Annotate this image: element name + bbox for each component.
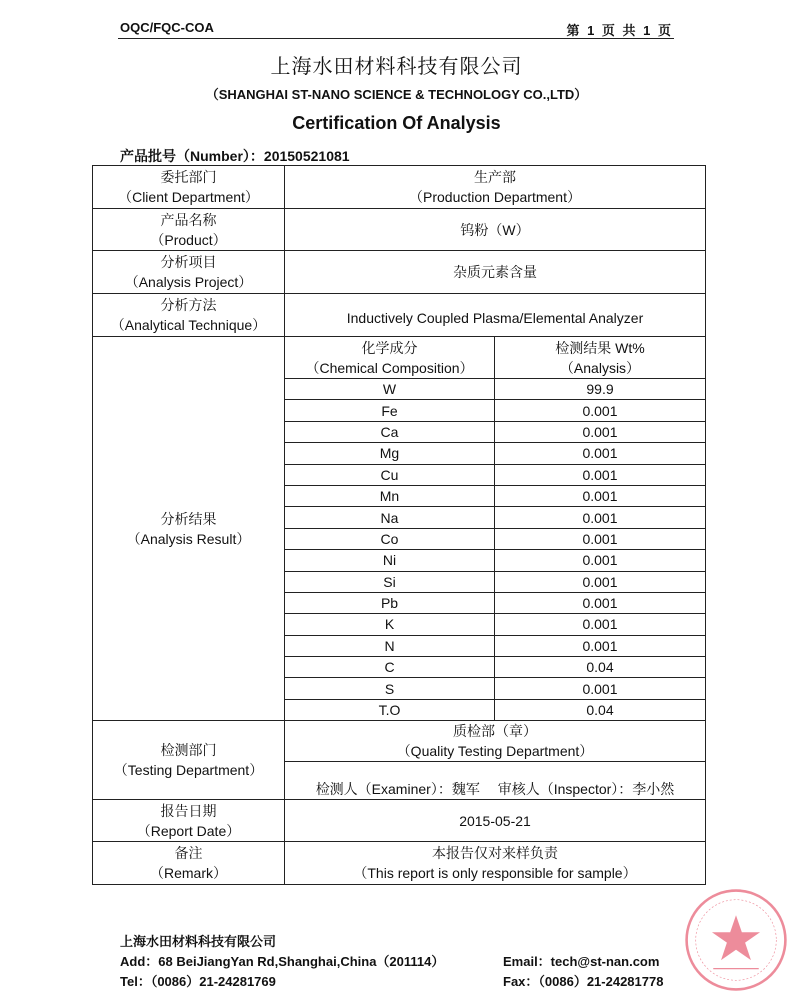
label-en: （Client Department）	[118, 189, 259, 205]
batch-label: 产品批号（Number）：	[120, 148, 264, 164]
value-cn: 质检部（章）	[453, 723, 537, 740]
element-name: Ni	[285, 550, 495, 571]
element-name: K	[285, 614, 495, 635]
element-value: 0.001	[495, 592, 706, 613]
element-name: C	[285, 657, 495, 678]
element-value: 0.001	[495, 678, 706, 699]
footer-right	[503, 952, 663, 992]
footer-address: Add：68 BeiJiangYan Rd,Shanghai,China（201114）	[120, 954, 445, 969]
row-analysis-project	[93, 251, 706, 294]
element-name: Fe	[285, 400, 495, 421]
row-result-header	[93, 337, 706, 379]
row-technique	[93, 294, 706, 337]
element-value: 0.04	[495, 657, 706, 678]
value-en: （Quality Testing Department）	[396, 743, 594, 760]
element-value: 0.001	[495, 528, 706, 549]
header-divider	[118, 38, 674, 39]
value-en: （Production Department）	[409, 189, 581, 205]
element-value: 0.001	[495, 635, 706, 656]
label-cell	[93, 251, 285, 294]
value-cell: 钨粉（W）	[285, 209, 706, 251]
label-cn: 检测部门	[160, 742, 217, 759]
column-header-analysis	[495, 337, 706, 379]
footer-email: Email：tech@st-nan.com	[503, 954, 660, 969]
column-header-composition	[285, 337, 495, 379]
row-remark	[93, 842, 706, 885]
label-cell	[93, 721, 285, 800]
label-cell	[93, 294, 285, 337]
element-name: Si	[285, 571, 495, 592]
element-value: 0.001	[495, 571, 706, 592]
element-name: S	[285, 678, 495, 699]
star-icon	[712, 915, 760, 960]
header-en: （Chemical Composition）	[305, 359, 474, 376]
element-name: Mn	[285, 485, 495, 506]
batch-value: 20150521081	[263, 148, 350, 164]
value-en: （This report is only responsible for sample）	[353, 865, 637, 882]
stamp-inner-ring	[696, 900, 777, 981]
footer-left	[120, 932, 444, 992]
label-cell	[93, 209, 285, 251]
element-value: 0.001	[495, 614, 706, 635]
value-cell	[285, 721, 706, 762]
value-cell	[285, 842, 706, 885]
label-en: （Analytical Technique）	[110, 317, 267, 333]
signatures: 检测人（Examiner）：魏军 审核人（Inspector）：李小然	[285, 762, 706, 800]
label-cell	[93, 166, 285, 209]
footer-fax: Fax：（0086）21-24281778	[503, 974, 664, 989]
element-value: 0.001	[495, 443, 706, 464]
label-cn: 报告日期	[160, 802, 217, 819]
element-name: Pb	[285, 592, 495, 613]
quality-seal-stamp	[684, 888, 788, 992]
header-en: （Analysis）	[559, 359, 641, 376]
value-cell	[285, 166, 706, 209]
value-cell: 杂质元素含量	[285, 251, 706, 294]
value-cn: 本报告仅对来样负责	[432, 845, 558, 862]
label-en: （Analysis Project）	[124, 274, 253, 290]
label-en: （Report Date）	[136, 822, 241, 839]
element-name: N	[285, 635, 495, 656]
label-cell	[93, 337, 285, 721]
label-cn: 分析方法	[160, 297, 217, 313]
page-number: 第 1 页 共 1 页	[566, 23, 673, 38]
element-value: 0.001	[495, 421, 706, 442]
label-cell	[93, 842, 285, 885]
document-code: OQC/FQC-COA	[120, 20, 214, 35]
element-name: T.O	[285, 699, 495, 720]
label-cn: 分析项目	[160, 254, 217, 270]
element-name: W	[285, 379, 495, 400]
label-cell	[93, 800, 285, 842]
value-cell: 2015-05-21	[285, 800, 706, 842]
header-cn: 化学成分	[361, 339, 418, 356]
element-name: Na	[285, 507, 495, 528]
document-title: Certification Of Analysis	[292, 113, 501, 133]
header-cn: 检测结果 Wt%	[555, 339, 645, 356]
element-name: Co	[285, 528, 495, 549]
element-name: Mg	[285, 443, 495, 464]
row-testing-department	[93, 721, 706, 762]
value-cn: 生产部	[474, 169, 516, 185]
coa-table	[92, 165, 706, 885]
element-value: 0.001	[495, 550, 706, 571]
value-cell: Inductively Coupled Plasma/Elemental Analyzer	[285, 294, 706, 337]
label-en: （Testing Department）	[113, 762, 264, 779]
element-value: 0.001	[495, 507, 706, 528]
label-cn: 备注	[174, 845, 203, 862]
row-product	[93, 209, 706, 251]
label-cn: 产品名称	[160, 211, 217, 228]
element-name: Cu	[285, 464, 495, 485]
label-en: （Remark）	[149, 865, 227, 882]
label-cn: 委托部门	[160, 169, 217, 185]
footer-tel: Tel：（0086）21-24281769	[120, 974, 276, 989]
label-en: （Product）	[150, 231, 227, 248]
company-name-en: （SHANGHAI ST-NANO SCIENCE & TECHNOLOGY CO.,LTD）	[205, 87, 588, 102]
element-value: 0.04	[495, 699, 706, 720]
stamp-ring	[687, 891, 786, 990]
row-client-department	[93, 166, 706, 209]
element-value: 99.9	[495, 379, 706, 400]
element-name: Ca	[285, 421, 495, 442]
label-en: （Analysis Result）	[126, 530, 251, 547]
label-cn: 分析结果	[160, 510, 217, 527]
element-value: 0.001	[495, 485, 706, 506]
element-value: 0.001	[495, 464, 706, 485]
footer-company: 上海水田材料科技有限公司	[120, 934, 277, 949]
element-value: 0.001	[495, 400, 706, 421]
row-report-date	[93, 800, 706, 842]
batch-number	[120, 146, 350, 166]
company-name-cn: 上海水田材料科技有限公司	[270, 56, 523, 78]
